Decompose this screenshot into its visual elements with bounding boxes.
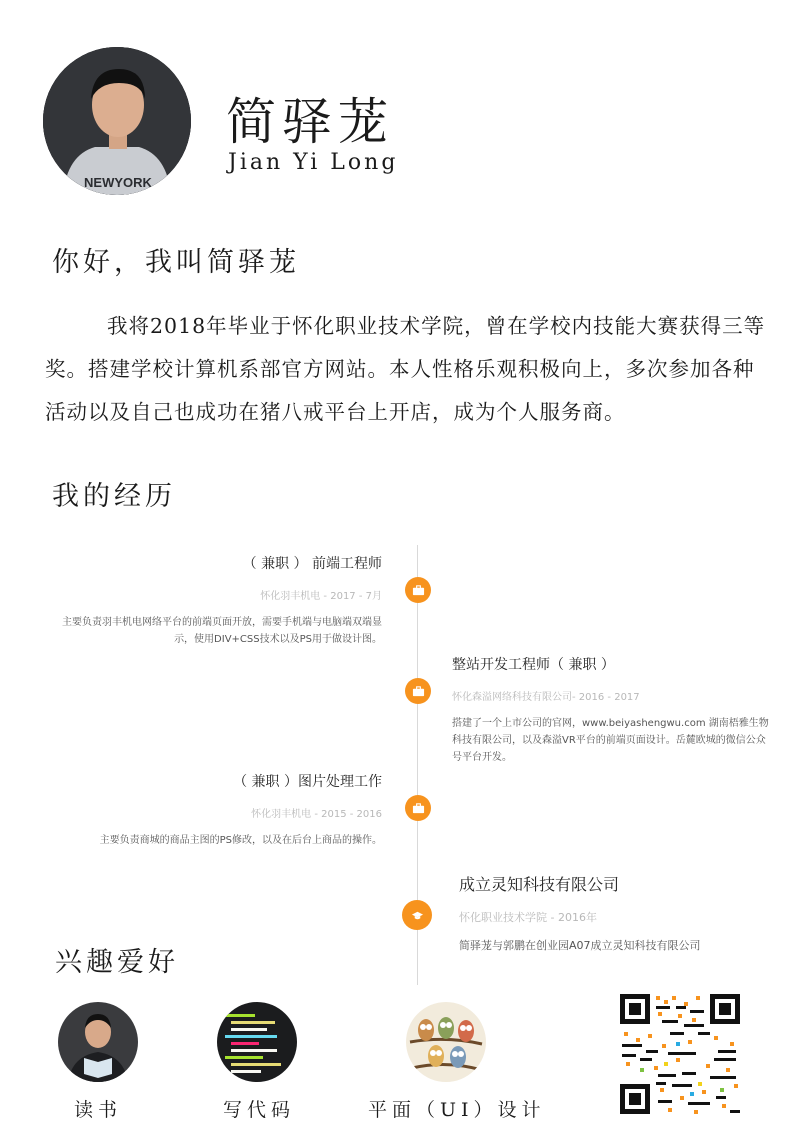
qr-code-icon xyxy=(618,992,742,1116)
hobbies-heading: 兴趣爱好 xyxy=(55,947,179,978)
entry-description: 搭建了一个上市公司的官网，www.beiyashengwu.com 湖南梧雅生物科技有限公司，以及森溢VR平台的前端页面设计。岳麓欧城的微信公众号平台开发。 xyxy=(452,718,769,763)
greeting-heading: 你好，我叫简驿茏 xyxy=(52,247,300,278)
entry-meta: 怀化羽丰机电 - 2017 - 7月 xyxy=(260,591,382,602)
intro-paragraph: 我将2018年毕业于怀化职业技术学院，曾在学校内技能大赛获得三等奖。搭建学校计算机系部官方网站。本人性格乐观积极向上，多次参加各种活动以及自己也成功在猪八戒平台上开店，成为个人服务商。 xyxy=(45,314,766,424)
timeline-entry xyxy=(459,872,769,954)
entry-description: 主要负责商城的商品主图的PS修改，以及在后台上商品的操作。 xyxy=(99,835,382,846)
timeline-entry xyxy=(60,771,382,849)
briefcase-icon xyxy=(405,678,431,704)
entry-meta: 怀化羽丰机电 - 2015 - 2016 xyxy=(251,809,382,820)
avatar-portrait xyxy=(43,47,191,195)
entry-description: 主要负责羽丰机电网络平台的前端页面开放，需要手机端与电脑端双端显示，使用DIV+CSS技术以及PS用于做设计图。 xyxy=(62,617,382,645)
entry-description: 简驿茏与郭鹏在创业园A07成立灵知科技有限公司 xyxy=(459,939,701,952)
avatar-shirt-text: NEWYORK xyxy=(84,175,152,190)
graduation-cap-icon xyxy=(402,900,432,930)
experience-heading: 我的经历 xyxy=(52,481,176,512)
entry-title: 成立灵知科技有限公司 xyxy=(459,875,620,894)
hobby-label: 读书 xyxy=(74,1099,123,1121)
name-english: Jian Yi Long xyxy=(228,150,399,175)
entry-title: 整站开发工程师（ 兼职 ） xyxy=(452,657,615,673)
briefcase-icon xyxy=(405,795,431,821)
entry-title: （ 兼职 ） 前端工程师 xyxy=(242,556,382,572)
hobby-label: 平面（UI）设计 xyxy=(368,1099,546,1121)
name-chinese: 简驿茏 xyxy=(226,93,394,151)
entry-meta: 怀化职业技术学院 - 2016年 xyxy=(459,911,597,924)
reading-photo xyxy=(58,1002,138,1082)
timeline-entry xyxy=(60,553,382,648)
briefcase-icon xyxy=(405,577,431,603)
entry-title: （ 兼职 ）图片处理工作 xyxy=(233,774,382,790)
avatar xyxy=(43,47,191,195)
entry-meta: 怀化森溢网络科技有限公司- 2016 - 2017 xyxy=(452,692,640,703)
timeline-entry xyxy=(452,654,770,766)
owl-illustration xyxy=(406,1002,486,1082)
hobby-label: 写代码 xyxy=(223,1099,296,1121)
code-screen-photo xyxy=(217,1002,297,1082)
